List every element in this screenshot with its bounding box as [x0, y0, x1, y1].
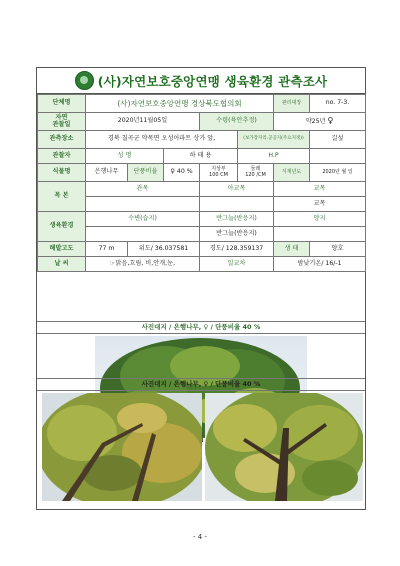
photo-caption-1: 사진대지 / 은행나무, ♀ / 단풍비율 40 % — [37, 321, 365, 334]
age-label: 수령(육안추정) — [200, 113, 274, 131]
location-label: 관측장소 — [38, 131, 86, 149]
category-sub: 아교목 — [200, 182, 274, 197]
altitude-value: 77 m — [86, 242, 128, 257]
location-value: 경북 칠곡군 약목면 오성아파트 상가 앞, — [86, 131, 238, 149]
weather-value: ☞맑음,흐림, 비,안개,눈, — [86, 257, 200, 272]
tree-photo-2 — [42, 393, 202, 501]
tree-photo-3 — [205, 393, 363, 501]
temperature-value: 밤낮기온/ 16/-1 — [274, 257, 366, 272]
env-half-shade-marked: 반그늘(반응지) — [200, 227, 274, 242]
photo-caption-2: 사진대지 / 은행나무, ♀ / 단풍비율 40 % — [37, 378, 365, 391]
survey-table — [37, 94, 366, 272]
ratio-cell: ♀ 40 % — [164, 164, 200, 182]
state-label: 생 태 — [274, 242, 310, 257]
mgmt-label: 관리대장 — [274, 95, 310, 113]
hp-head: H.P — [238, 149, 310, 164]
page-title: (사)자연보호중앙연맹 생육환경 관측조사 — [97, 73, 328, 89]
weather-label: 날 씨 — [38, 257, 86, 272]
planted-label: 식재년도 — [274, 164, 310, 182]
organization-logo-icon — [75, 71, 94, 90]
env-label: 생육환경 — [38, 212, 86, 242]
female-icon: ♀ — [170, 168, 175, 176]
age-cell: 약25년 ♀ — [274, 113, 366, 131]
girth-cell: 둘레 120 /CM — [238, 164, 274, 182]
org-value: (사)자연보호중앙연맹 경상북도협의회 — [86, 95, 274, 113]
longitude-value: 경도/ 128.359137 — [200, 242, 274, 257]
org-label: 단체명 — [38, 95, 86, 113]
mgmt-value: no. 7-3. — [310, 95, 366, 113]
category-tree: 교목 — [274, 182, 366, 197]
altitude-label: 해발고도 — [38, 242, 86, 257]
title-row — [37, 68, 365, 94]
roadside-value: 길섶 — [310, 131, 366, 149]
height-cell: 지상부 100 CM — [200, 164, 238, 182]
date-value: 2020년11월05일 — [86, 113, 200, 131]
location-note: (보가장자리.공공지(주요지정)) — [238, 131, 310, 149]
plant-label: 식물명 — [38, 164, 86, 182]
observer-name: 하 태 용 — [164, 149, 238, 164]
planted-value: 2020년 월 일 — [310, 164, 366, 182]
category-tree-marked: 교목 — [274, 197, 366, 212]
env-waterside: 수변(습지) — [86, 212, 200, 227]
state-value: 양호 — [310, 242, 366, 257]
plant-value: 은행나무 — [86, 164, 128, 182]
latitude-value: 위도/ 36.037581 — [128, 242, 200, 257]
survey-sheet — [36, 67, 366, 510]
date-label: 자연 관찰일 — [38, 113, 86, 131]
name-head: 성 명 — [86, 149, 164, 164]
env-half-shade: 반그늘(반응지) — [200, 212, 274, 227]
page-number: - 4 - — [193, 533, 207, 541]
category-label: 목 본 — [38, 182, 86, 212]
female-icon: ♀ — [327, 116, 334, 126]
observer-label: 관찰자 — [38, 149, 86, 164]
category-tall: 관목 — [86, 182, 200, 197]
env-sunny: 양지 — [274, 212, 366, 227]
ratio-label: 단풍비율 — [128, 164, 164, 182]
hp-value — [310, 149, 366, 164]
diff-label: 일교차 — [200, 257, 274, 272]
